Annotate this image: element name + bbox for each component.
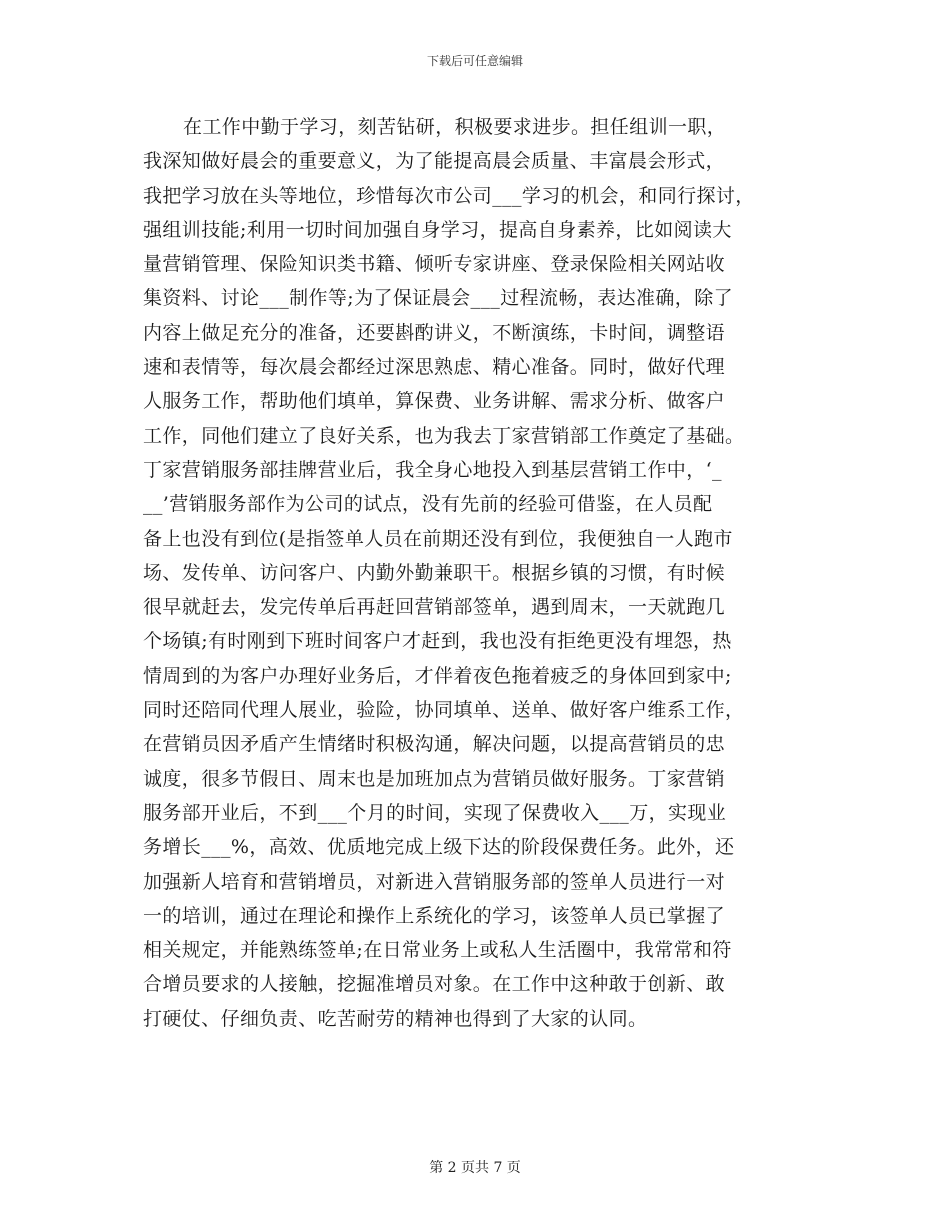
body-line: 在营销员因矛盾产生情绪时积极沟通，解决问题，以提高营销员的忠 <box>143 733 726 756</box>
body-line: 情周到的为客户办理好业务后，才伴着夜色拖着疲乏的身体回到家中; <box>143 664 732 687</box>
body-line: 场、发传单、访问客户、内勤外勤兼职干。根据乡镇的习惯，有时候 <box>143 561 726 584</box>
body-line: 加强新人培育和营销增员，对新进入营销服务部的签单人员进行一对 <box>143 870 726 893</box>
body-line: 内容上做足充分的准备，还要斟酌讲义，不断演练，卡时间，调整语 <box>143 321 726 344</box>
page-header <box>0 52 950 69</box>
page-footer <box>0 1157 950 1177</box>
body-line: 诚度，很多节假日、周末也是加班加点为营销员做好服务。丁家营销 <box>143 767 726 790</box>
body-line: 相关规定，并能熟练签单;在日常业务上或私人生活圈中，我常常和符 <box>143 939 732 962</box>
header-note: 下载后可任意编辑 <box>426 54 523 68</box>
body-line: 备上也没有到位(是指签单人员在前期还没有到位，我便独自一人跑市 <box>143 527 733 550</box>
body-line: 速和表情等，每次晨会都经过深思熟虑、精心准备。同时，做好代理 <box>143 356 726 379</box>
body-line: 我深知做好晨会的重要意义，为了能提高晨会质量、丰富晨会形式， <box>143 150 726 173</box>
body-line: 合增员要求的人接触，挖掘准增员对象。在工作中这种敢于创新、敢 <box>143 973 726 996</box>
body-line: 个场镇;有时刚到下班时间客户才赶到，我也没有拒绝更没有埋怨，热 <box>143 630 732 653</box>
body-line: 丁家营销服务部挂牌营业后，我全身心地投入到基层营销工作中，‘_ <box>143 458 722 481</box>
body-line: 打硬仗、仔细负责、吃苦耐劳的精神也得到了大家的认同。 <box>143 1007 648 1030</box>
body-line: 服务部开业后，不到___个月的时间，实现了保费收入___万，实现业 <box>143 801 727 824</box>
body-line: __’营销服务部作为公司的试点，没有先前的经验可借鉴，在人员配 <box>143 493 713 516</box>
body-line: 我把学习放在头等地位，珍惜每次市公司___学习的机会，和同行探讨， <box>143 184 755 207</box>
document-body <box>143 110 823 1036</box>
body-line: 一的培训，通过在理论和操作上系统化的学习，该签单人员已掌握了 <box>143 904 726 927</box>
body-line: 集资料、讨论___制作等;为了保证晨会___过程流畅，表达准确，除了 <box>143 287 734 310</box>
body-line: 量营销管理、保险知识类书籍、倾听专家讲座、登录保险相关网站收 <box>143 253 726 276</box>
body-line: 很早就赶去，发完传单后再赶回营销部签单，遇到周末，一天就跑几 <box>143 596 726 619</box>
body-line: 强组训技能;利用一切时间加强自身学习，提高自身素养，比如阅读大 <box>143 218 732 241</box>
body-line: 同时还陪同代理人展业，验险，协同填单、送单、做好客户维系工作， <box>143 699 745 722</box>
page-number: 第 2 页共 7 页 <box>429 1160 521 1176</box>
body-line: 工作，同他们建立了良好关系，也为我去丁家营销部工作奠定了基础。 <box>143 424 745 447</box>
body-line: 在工作中勤于学习，刻苦钻研，积极要求进步。担任组训一职， <box>183 116 727 138</box>
body-line: 务增长___%，高效、优质地完成上级下达的阶段保费任务。此外，还 <box>143 836 735 859</box>
body-line: 人服务工作，帮助他们填单，算保费、业务讲解、需求分析、做客户 <box>143 390 726 413</box>
